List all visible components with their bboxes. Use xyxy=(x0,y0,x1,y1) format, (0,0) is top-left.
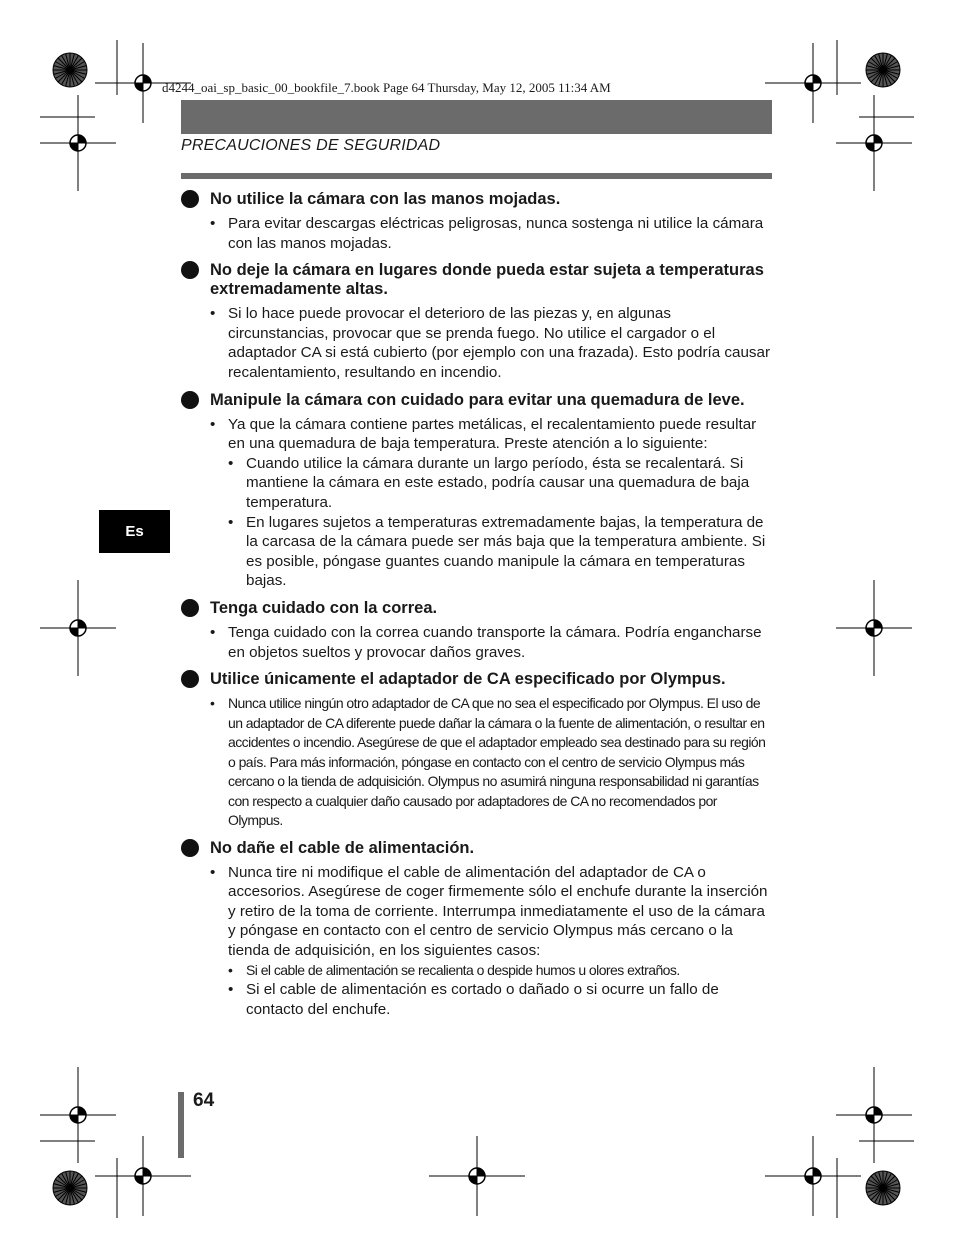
bullet-marker: • xyxy=(210,415,216,433)
bullet-marker: • xyxy=(210,623,216,641)
list-item xyxy=(181,415,773,454)
list-item xyxy=(181,623,773,662)
section-high-temperatures xyxy=(181,261,773,382)
page-number: 64 xyxy=(193,1090,215,1111)
bullet-marker: • xyxy=(210,863,216,881)
crosshair-quadrant xyxy=(813,1168,821,1176)
bullet-marker: • xyxy=(228,454,234,472)
section-strap xyxy=(181,599,773,662)
crosshair-quadrant xyxy=(70,1115,78,1123)
bullet-marker: • xyxy=(210,215,216,232)
crosshair-quadrant xyxy=(874,1107,882,1115)
crosshair-quadrant xyxy=(866,628,874,636)
list-item-text: Si el cable de alimentación es cortado o dañado o si ocurre un fallo de contacto del enchufe. xyxy=(246,981,719,1018)
section-heading-text: No utilice la cámara con las manos mojadas. xyxy=(210,190,561,208)
list-item-text: Para evitar descargas eléctricas peligrosas, nunca sostenga ni utilice la cámara con las manos mojadas. xyxy=(228,215,764,252)
bullet-dot-icon xyxy=(181,839,199,857)
bullet-marker: • xyxy=(228,961,233,978)
list-item xyxy=(181,694,773,831)
list-item-text: Si el cable de alimentación se recalienta o despide humos u olores extraños. xyxy=(246,961,680,978)
crosshair-quadrant xyxy=(143,1168,151,1176)
list-item-text: Cuando utilice la cámara durante un largo período, ésta se recalentará. Si mantiene la cámara en este estado, podría causar una quemadura de baja temperatura. xyxy=(246,454,750,511)
crosshair-quadrant xyxy=(866,1115,874,1123)
print-info-line: d4244_oai_sp_basic_00_bookfile_7.book Page 64 Thursday, May 12, 2005 11:34 AM xyxy=(162,80,611,95)
crosshair-quadrant xyxy=(469,1176,477,1184)
section-heading-text: No dañe el cable de alimentación. xyxy=(210,838,475,857)
crosshair-quadrant xyxy=(874,620,882,628)
list-item-text: Ya que la cámara contiene partes metálicas, el recalentamiento puede resultar en una quemadura de baja temperatura. Preste atención a lo siguiente: xyxy=(228,415,757,453)
page-header-title: PRECAUCIONES DE SEGURIDAD xyxy=(181,137,441,154)
section-heading xyxy=(181,261,773,299)
bullet-dot-icon xyxy=(181,599,199,617)
crosshair-quadrant xyxy=(78,620,86,628)
bullet-marker: • xyxy=(210,305,216,323)
crosshair-quadrant xyxy=(135,1176,143,1184)
list-item-text: Nunca tire ni modifique el cable de alimentación del adaptador de CA o accesorios. Asegúrese de coger firmemente sólo el enchufe durante la inserción y retiro de la toma de corriente. Interrumpa inmediatamente el uso de la cámara y póngase en contacto con el centro de servicio Olympus más cercano o la tienda de adquisición, en los siguientes casos: xyxy=(228,863,768,959)
bullet-marker: • xyxy=(228,981,234,999)
section-heading xyxy=(181,839,773,858)
section-heading xyxy=(181,190,773,209)
list-item-text: Nunca utilice ningún otro adaptador de CA que no sea el especificado por Olympus. El uso de un adaptador de CA diferente puede dañar la cámara o la fuente de alimentación, o resultar en accidentes o incendio. Asegúrese de que el adaptador empleado sea destinado para su región o país. Para más información, póngase en contacto con el centro de servicio Olympus más cercano o la tienda de adquisición. Olympus no asumirá ninguna responsabilidad ni garantías con respecto a cualquier daño causado por adaptadores de CA no recomendados por Olympus. xyxy=(228,695,766,829)
sub-list-item xyxy=(181,980,773,1019)
crosshair-quadrant xyxy=(78,1107,86,1115)
sub-list-item xyxy=(181,961,773,981)
crosshair-quadrant xyxy=(866,143,874,151)
section-wet-hands xyxy=(181,190,773,253)
section-ac-adapter xyxy=(181,670,773,831)
list-item-text: Tenga cuidado con la correa cuando transporte la cámara. Podría engancharse en objetos sueltos y provocar daños graves. xyxy=(228,623,762,661)
list-item xyxy=(181,863,773,961)
main-content xyxy=(181,190,773,1027)
bullet-marker: • xyxy=(228,513,234,531)
crosshair-quadrant xyxy=(135,83,143,91)
crosshair-quadrant xyxy=(78,135,86,143)
bullet-dot-icon xyxy=(181,190,199,208)
crosshair-quadrant xyxy=(874,135,882,143)
crosshair-quadrant xyxy=(143,75,151,83)
section-heading xyxy=(181,599,773,618)
language-tab xyxy=(99,510,170,553)
section-power-cable xyxy=(181,839,773,1020)
language-tab-label: Es xyxy=(125,523,144,540)
bullet-dot-icon xyxy=(181,261,199,279)
crosshair-quadrant xyxy=(813,75,821,83)
list-item-text: Si lo hace puede provocar el deterioro de las piezas y, en algunas circunstancias, provocar que se prenda fuego. No utilice el cargador o el adaptador CA si está cubierto (por ejemplo con una frazada). Esto podría causar recalentamiento, resultando en incendio. xyxy=(228,305,770,381)
sub-list-item xyxy=(181,513,773,591)
crosshair-quadrant xyxy=(805,1176,813,1184)
header-rule xyxy=(181,173,772,179)
section-heading-text: Manipule la cámara con cuidado para evitar una quemadura de leve. xyxy=(210,390,745,409)
crosshair-quadrant xyxy=(477,1168,485,1176)
crosshair-quadrant xyxy=(70,628,78,636)
sub-list-item xyxy=(181,454,773,513)
section-heading xyxy=(181,391,773,410)
crosshair-quadrant xyxy=(805,83,813,91)
bullet-marker: • xyxy=(210,695,215,712)
header-bar xyxy=(181,100,772,134)
list-item xyxy=(181,214,773,253)
section-heading-text: Utilice únicamente el adaptador de CA especificado por Olympus. xyxy=(210,670,726,689)
section-burn-warning xyxy=(181,391,773,591)
page-number-bar xyxy=(178,1092,184,1158)
section-heading-text: No deje la cámara en lugares donde pueda estar sujeta a temperaturas extremadamente altas. xyxy=(210,261,764,299)
list-item xyxy=(181,304,773,382)
section-heading-text: Tenga cuidado con la correa. xyxy=(210,598,438,617)
crosshair-quadrant xyxy=(70,143,78,151)
section-heading xyxy=(181,670,773,689)
bullet-dot-icon xyxy=(181,391,199,409)
bullet-dot-icon xyxy=(181,670,199,688)
list-item-text: En lugares sujetos a temperaturas extremadamente bajas, la temperatura de la carcasa de la cámara puede ser más baja que la temperatura ambiente. Si es posible, póngase guantes cuando manipule la cámara en temperaturas bajas. xyxy=(246,513,766,590)
